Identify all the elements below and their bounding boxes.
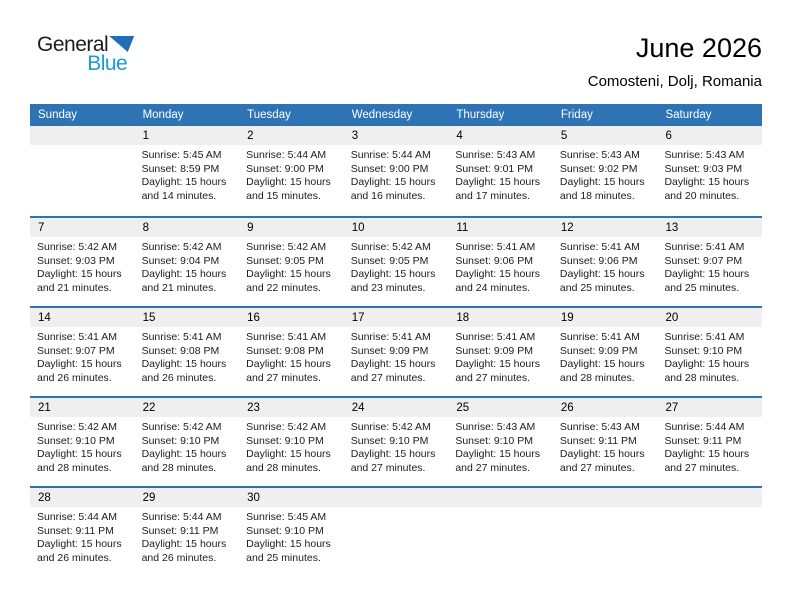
day-cell xyxy=(239,398,344,486)
day-cell xyxy=(448,308,553,396)
sunrise-text: Sunrise: 5:41 AM xyxy=(455,241,536,253)
sunrise-text: Sunrise: 5:41 AM xyxy=(37,331,117,343)
daylight-text: Daylight: 15 hours and 26 minutes. xyxy=(37,358,122,384)
sunrise-text: Sunrise: 5:42 AM xyxy=(246,421,327,433)
day-details xyxy=(239,327,344,385)
date-number: 15 xyxy=(142,311,156,324)
sunrise-text: Sunrise: 5:44 AM xyxy=(141,511,222,523)
date-band xyxy=(135,218,240,237)
sunrise-text: Sunrise: 5:41 AM xyxy=(664,331,745,343)
day-details xyxy=(239,417,344,475)
month-calendar xyxy=(30,104,762,576)
day-details xyxy=(135,327,240,385)
sunset-text: Sunset: 9:03 PM xyxy=(664,162,743,175)
date-number: 30 xyxy=(247,491,260,504)
day-cell xyxy=(30,218,135,306)
date-band xyxy=(30,218,135,237)
weekday-header: Wednesday xyxy=(351,109,413,121)
sunset-text: Sunset: 9:10 PM xyxy=(246,434,324,447)
day-details xyxy=(448,417,553,475)
sunset-text: Sunset: 9:10 PM xyxy=(664,344,743,357)
daylight-text: Daylight: 15 hours and 28 minutes. xyxy=(37,448,122,474)
day-cell xyxy=(239,488,344,576)
date-band xyxy=(344,308,449,327)
daylight-text: Daylight: 15 hours and 14 minutes. xyxy=(141,176,227,202)
date-number: 19 xyxy=(560,311,574,324)
daylight-text: Daylight: 15 hours and 27 minutes. xyxy=(455,448,540,474)
day-cell xyxy=(553,126,658,216)
daylight-text: Daylight: 15 hours and 21 minutes. xyxy=(37,268,122,294)
sunset-text: Sunset: 9:05 PM xyxy=(350,254,429,267)
date-number: 4 xyxy=(456,129,463,142)
logo-text-general: General xyxy=(37,33,109,56)
date-number: 28 xyxy=(38,491,51,504)
sunrise-text: Sunrise: 5:43 AM xyxy=(664,149,745,161)
daylight-text: Daylight: 15 hours and 20 minutes. xyxy=(664,176,750,202)
day-cell xyxy=(344,218,449,306)
sunrise-text: Sunrise: 5:41 AM xyxy=(455,331,536,343)
weeks-container xyxy=(30,126,762,576)
date-number: 5 xyxy=(560,129,568,142)
weekday-header: Monday xyxy=(142,109,184,121)
day-cell xyxy=(239,308,344,396)
date-number: 23 xyxy=(247,401,260,414)
day-details xyxy=(30,417,135,475)
date-band xyxy=(657,126,762,145)
date-band xyxy=(135,308,240,327)
date-number: 22 xyxy=(142,401,156,414)
date-number: 17 xyxy=(351,311,365,324)
date-band xyxy=(239,488,344,507)
day-cell xyxy=(448,126,553,216)
date-number: 21 xyxy=(38,401,51,414)
daylight-text: Daylight: 15 hours and 26 minutes. xyxy=(141,358,227,384)
day-details xyxy=(553,417,658,475)
sunrise-text: Sunrise: 5:41 AM xyxy=(559,331,640,343)
daylight-text: Daylight: 15 hours and 27 minutes. xyxy=(350,358,436,384)
sunset-text: Sunset: 9:07 PM xyxy=(37,344,115,357)
day-cell xyxy=(657,398,762,486)
sunset-text: Sunset: 9:09 PM xyxy=(559,344,638,357)
daylight-text: Daylight: 15 hours and 21 minutes. xyxy=(141,268,227,294)
date-band xyxy=(239,126,344,145)
sunrise-text: Sunrise: 5:43 AM xyxy=(455,421,536,433)
sunrise-text: Sunrise: 5:42 AM xyxy=(37,241,117,253)
sunset-text: Sunset: 9:03 PM xyxy=(37,254,115,267)
sunrise-text: Sunrise: 5:41 AM xyxy=(559,241,640,253)
day-cell xyxy=(657,126,762,216)
sunrise-text: Sunrise: 5:42 AM xyxy=(141,421,222,433)
day-details xyxy=(239,507,344,565)
date-band xyxy=(239,218,344,237)
date-number: 27 xyxy=(665,401,679,414)
day-cell xyxy=(448,488,553,576)
day-details xyxy=(553,507,658,511)
date-number: 8 xyxy=(142,221,149,234)
sunrise-text: Sunrise: 5:44 AM xyxy=(664,421,745,433)
date-band xyxy=(657,308,762,327)
date-number: 10 xyxy=(351,221,365,234)
day-cell xyxy=(30,126,135,216)
day-cell xyxy=(657,488,762,576)
date-band xyxy=(30,398,135,417)
daylight-text: Daylight: 15 hours and 23 minutes. xyxy=(350,268,436,294)
date-band xyxy=(135,488,240,507)
page-subtitle: Comosteni, Dolj, Romania xyxy=(587,72,762,90)
day-details xyxy=(657,145,762,203)
weekday-header: Friday xyxy=(560,109,593,121)
sunset-text: Sunset: 9:11 PM xyxy=(559,434,637,447)
day-cell xyxy=(135,126,240,216)
day-details xyxy=(30,327,135,385)
day-cell xyxy=(344,398,449,486)
day-cell xyxy=(344,126,449,216)
sunset-text: Sunset: 9:10 PM xyxy=(37,434,115,447)
day-details xyxy=(135,417,240,475)
sunset-text: Sunset: 9:06 PM xyxy=(559,254,638,267)
week-row xyxy=(30,396,762,486)
day-details xyxy=(344,417,449,475)
sunrise-text: Sunrise: 5:43 AM xyxy=(559,421,640,433)
daylight-text: Daylight: 15 hours and 28 minutes. xyxy=(559,358,645,384)
day-cell xyxy=(657,218,762,306)
day-cell xyxy=(30,308,135,396)
day-details xyxy=(553,327,658,385)
sunrise-text: Sunrise: 5:44 AM xyxy=(350,149,431,161)
sunrise-text: Sunrise: 5:42 AM xyxy=(350,421,431,433)
daylight-text: Daylight: 15 hours and 27 minutes. xyxy=(559,448,645,474)
daylight-text: Daylight: 15 hours and 15 minutes. xyxy=(246,176,331,202)
day-details xyxy=(657,507,762,511)
day-details xyxy=(239,145,344,203)
date-band xyxy=(30,488,135,507)
daylight-text: Daylight: 15 hours and 25 minutes. xyxy=(246,538,331,564)
date-band xyxy=(344,488,449,507)
date-number: 16 xyxy=(247,311,260,324)
daylight-text: Daylight: 15 hours and 27 minutes. xyxy=(350,448,436,474)
daylight-text: Daylight: 15 hours and 28 minutes. xyxy=(246,448,331,474)
date-number: 24 xyxy=(351,401,365,414)
sunrise-text: Sunrise: 5:45 AM xyxy=(246,511,327,523)
date-number: 6 xyxy=(665,129,672,142)
daylight-text: Daylight: 15 hours and 22 minutes. xyxy=(246,268,331,294)
date-number: 2 xyxy=(247,129,254,142)
day-details xyxy=(448,237,553,295)
daylight-text: Daylight: 15 hours and 28 minutes. xyxy=(141,448,227,474)
general-blue-logo xyxy=(37,34,134,74)
weekday-header: Thursday xyxy=(456,109,505,121)
sunset-text: Sunset: 9:05 PM xyxy=(246,254,324,267)
day-cell xyxy=(553,398,658,486)
date-band xyxy=(657,488,762,507)
day-cell xyxy=(239,218,344,306)
sunset-text: Sunset: 9:11 PM xyxy=(37,524,114,537)
sunrise-text: Sunrise: 5:41 AM xyxy=(350,331,431,343)
date-band xyxy=(30,126,135,145)
weekday-header: Tuesday xyxy=(247,109,291,121)
day-cell xyxy=(344,308,449,396)
sunset-text: Sunset: 9:09 PM xyxy=(455,344,533,357)
day-details xyxy=(657,237,762,295)
day-cell xyxy=(553,488,658,576)
day-details xyxy=(657,417,762,475)
date-band xyxy=(553,398,658,417)
day-cell xyxy=(30,398,135,486)
sunset-text: Sunset: 9:07 PM xyxy=(664,254,743,267)
week-row xyxy=(30,486,762,576)
day-cell xyxy=(30,488,135,576)
daylight-text: Daylight: 15 hours and 25 minutes. xyxy=(664,268,750,294)
sunset-text: Sunset: 9:02 PM xyxy=(559,162,638,175)
day-cell xyxy=(448,398,553,486)
page-header xyxy=(0,0,792,104)
day-details xyxy=(553,145,658,203)
date-number: 26 xyxy=(560,401,574,414)
date-number: 11 xyxy=(456,221,469,234)
daylight-text: Daylight: 15 hours and 25 minutes. xyxy=(559,268,645,294)
sunset-text: Sunset: 9:04 PM xyxy=(141,254,220,267)
date-band xyxy=(135,126,240,145)
date-number: 18 xyxy=(456,311,470,324)
day-details xyxy=(30,237,135,295)
sunset-text: Sunset: 9:10 PM xyxy=(246,524,324,537)
sunset-text: Sunset: 9:00 PM xyxy=(350,162,429,175)
date-band xyxy=(553,308,658,327)
day-details xyxy=(344,327,449,385)
sunset-text: Sunset: 9:11 PM xyxy=(664,434,742,447)
date-number: 20 xyxy=(665,311,679,324)
day-details xyxy=(344,145,449,203)
sunset-text: Sunset: 9:10 PM xyxy=(350,434,429,447)
daylight-text: Daylight: 15 hours and 27 minutes. xyxy=(664,448,750,474)
date-band xyxy=(448,398,553,417)
date-number: 13 xyxy=(665,221,679,234)
daylight-text: Daylight: 15 hours and 17 minutes. xyxy=(455,176,540,202)
weekday-header: Saturday xyxy=(665,109,712,121)
date-number: 9 xyxy=(247,221,254,234)
sunset-text: Sunset: 9:09 PM xyxy=(350,344,429,357)
sunrise-text: Sunrise: 5:42 AM xyxy=(141,241,222,253)
sunrise-text: Sunrise: 5:42 AM xyxy=(37,421,117,433)
date-band xyxy=(239,398,344,417)
day-details xyxy=(448,327,553,385)
day-cell xyxy=(135,398,240,486)
day-cell xyxy=(135,308,240,396)
logo-triangle-icon xyxy=(109,36,134,52)
day-details xyxy=(553,237,658,295)
date-band xyxy=(657,218,762,237)
date-band xyxy=(448,488,553,507)
date-number: 1 xyxy=(142,129,149,142)
day-details xyxy=(657,327,762,385)
day-cell xyxy=(135,218,240,306)
sunset-text: Sunset: 9:11 PM xyxy=(141,524,219,537)
date-number: 14 xyxy=(38,311,51,324)
day-cell xyxy=(553,308,658,396)
date-band xyxy=(448,308,553,327)
sunset-text: Sunset: 9:08 PM xyxy=(141,344,220,357)
date-number: 3 xyxy=(351,129,359,142)
daylight-text: Daylight: 15 hours and 27 minutes. xyxy=(246,358,331,384)
day-details xyxy=(30,507,135,565)
sunset-text: Sunset: 9:06 PM xyxy=(455,254,533,267)
sunrise-text: Sunrise: 5:44 AM xyxy=(37,511,117,523)
daylight-text: Daylight: 15 hours and 26 minutes. xyxy=(37,538,122,564)
sunrise-text: Sunrise: 5:42 AM xyxy=(246,241,327,253)
week-row xyxy=(30,216,762,306)
sunset-text: Sunset: 9:10 PM xyxy=(455,434,533,447)
date-band xyxy=(553,218,658,237)
day-cell xyxy=(239,126,344,216)
date-band xyxy=(344,398,449,417)
day-cell xyxy=(135,488,240,576)
day-cell xyxy=(657,308,762,396)
date-band xyxy=(553,126,658,145)
day-cell xyxy=(344,488,449,576)
date-band xyxy=(344,126,449,145)
daylight-text: Daylight: 15 hours and 28 minutes. xyxy=(664,358,750,384)
date-band xyxy=(135,398,240,417)
sunrise-text: Sunrise: 5:41 AM xyxy=(246,331,327,343)
daylight-text: Daylight: 15 hours and 26 minutes. xyxy=(141,538,227,564)
sunrise-text: Sunrise: 5:41 AM xyxy=(141,331,222,343)
date-band xyxy=(344,218,449,237)
date-number: 12 xyxy=(560,221,574,234)
daylight-text: Daylight: 15 hours and 24 minutes. xyxy=(455,268,540,294)
week-row xyxy=(30,306,762,396)
daylight-text: Daylight: 15 hours and 16 minutes. xyxy=(350,176,436,202)
sunset-text: Sunset: 8:59 PM xyxy=(141,162,220,175)
day-details xyxy=(344,237,449,295)
date-band xyxy=(239,308,344,327)
date-band xyxy=(30,308,135,327)
sunrise-text: Sunrise: 5:42 AM xyxy=(350,241,431,253)
sunrise-text: Sunrise: 5:44 AM xyxy=(246,149,327,161)
day-details xyxy=(344,507,449,511)
sunrise-text: Sunrise: 5:43 AM xyxy=(559,149,640,161)
day-details xyxy=(135,145,240,203)
date-band xyxy=(448,218,553,237)
sunset-text: Sunset: 9:10 PM xyxy=(141,434,220,447)
date-band xyxy=(553,488,658,507)
day-details xyxy=(448,145,553,203)
day-details xyxy=(448,507,553,511)
logo-text-blue: Blue xyxy=(87,52,128,75)
day-details xyxy=(30,145,135,149)
day-details xyxy=(135,507,240,565)
sunset-text: Sunset: 9:01 PM xyxy=(455,162,533,175)
day-cell xyxy=(448,218,553,306)
date-band xyxy=(448,126,553,145)
sunrise-text: Sunrise: 5:41 AM xyxy=(664,241,745,253)
daylight-text: Daylight: 15 hours and 18 minutes. xyxy=(559,176,645,202)
sunrise-text: Sunrise: 5:43 AM xyxy=(455,149,536,161)
week-row xyxy=(30,126,762,216)
date-band xyxy=(657,398,762,417)
daylight-text: Daylight: 15 hours and 27 minutes. xyxy=(455,358,540,384)
sunrise-text: Sunrise: 5:45 AM xyxy=(141,149,222,161)
page-title: June 2026 xyxy=(635,33,762,63)
sunset-text: Sunset: 9:00 PM xyxy=(246,162,324,175)
weekday-header-row xyxy=(30,104,762,126)
day-details xyxy=(135,237,240,295)
title-block xyxy=(588,34,762,90)
date-number: 7 xyxy=(38,221,45,234)
date-number: 25 xyxy=(456,401,470,414)
date-number: 29 xyxy=(142,491,156,504)
day-cell xyxy=(553,218,658,306)
sunset-text: Sunset: 9:08 PM xyxy=(246,344,324,357)
weekday-header: Sunday xyxy=(38,109,78,121)
day-details xyxy=(239,237,344,295)
